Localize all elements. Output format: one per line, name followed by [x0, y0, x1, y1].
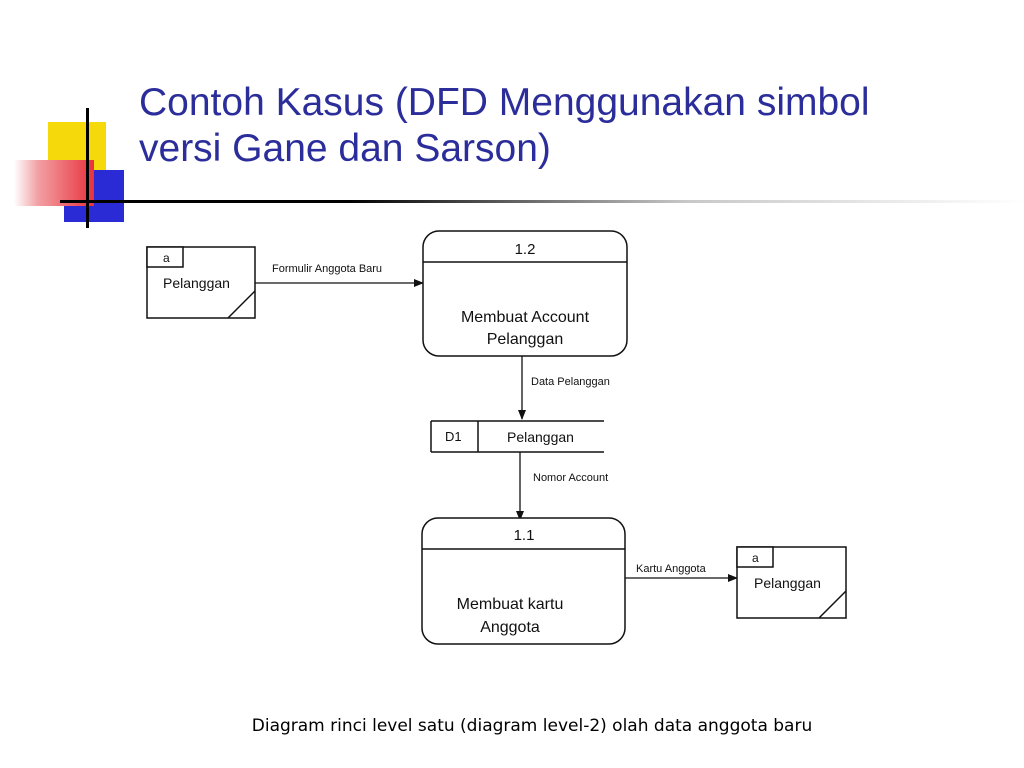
process-label-1-1-line1: Membuat kartu — [456, 596, 564, 613]
process-number-1-1: 1.1 — [513, 527, 535, 544]
process-label-1-1-line2: Anggota — [480, 619, 540, 636]
flow-kartu-anggota-label: Kartu Anggota — [636, 563, 706, 575]
entity-label-top: Pelanggan — [163, 275, 230, 291]
title-line-2: versi Gane dan Sarson) — [139, 127, 551, 170]
diagram-caption: Diagram rinci level satu (diagram level-2) olah data anggota baru — [251, 716, 813, 736]
process-label-1-2-line2: Pelanggan — [486, 331, 564, 348]
process-label-1-2-line1: Membuat Account — [460, 309, 590, 326]
external-entity-pelanggan-source — [147, 247, 255, 318]
process-1-2 — [423, 231, 627, 356]
datastore-d1 — [431, 421, 604, 452]
datastore-id: D1 — [445, 429, 462, 444]
datastore-label: Pelanggan — [507, 429, 574, 445]
flow-data-pelanggan-label: Data Pelanggan — [531, 376, 610, 388]
process-number-1-2: 1.2 — [514, 241, 536, 258]
process-1-1 — [422, 518, 625, 644]
flow-formulir-label: Formulir Anggota Baru — [272, 263, 383, 275]
external-entity-pelanggan-sink — [737, 547, 846, 618]
entity-label-bottom: Pelanggan — [754, 575, 821, 591]
title-line-1: Contoh Kasus (DFD Menggunakan simbol — [139, 81, 870, 124]
flow-nomor-account-label: Nomor Account — [533, 472, 609, 484]
entity-id-bottom: a — [752, 551, 759, 565]
entity-id-top: a — [163, 251, 170, 265]
